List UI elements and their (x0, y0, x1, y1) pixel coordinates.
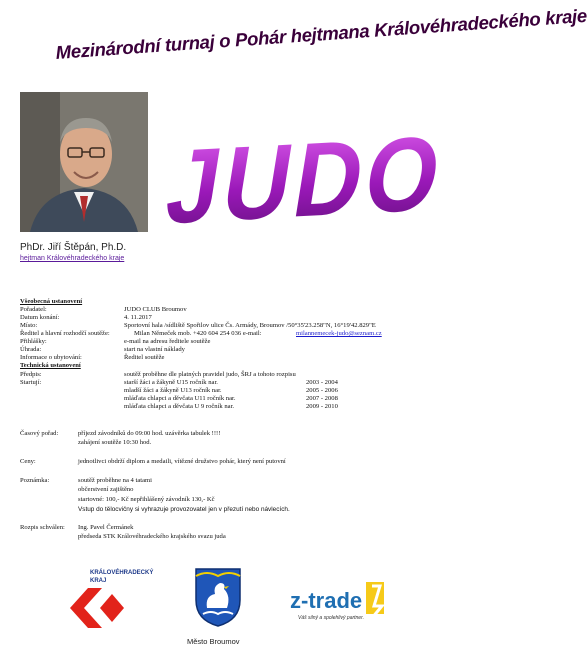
hejtman-photo (20, 92, 148, 232)
row-label: Ředitel a hlavní rozhodčí soutěže: (20, 330, 110, 337)
kk-text-2: KRAJ (90, 578, 107, 584)
startuji-label: Startují: (20, 379, 42, 386)
category-text: mláďata chlapci a děvčata U 9 ročník nar. (124, 403, 235, 410)
predpis-value: soutěž proběhne dle platných pravidel judo, ŠRJ a tohoto rozpisu (124, 371, 296, 378)
row-label: Místo: (20, 322, 38, 329)
person-portrait-icon (20, 92, 148, 232)
category-years: 2003 - 2004 (306, 379, 338, 386)
row-value: Sportovní hala /sídliště Spořilov ulice Čs. Armády, Broumov /50°35'23.258"N, 16°19'42.829"E (124, 322, 376, 329)
judo-banner: JUDO (159, 114, 453, 249)
person-role-link[interactable]: hejtman Královéhradeckého kraje (20, 255, 125, 262)
section-technical: Technická ustanovení (20, 362, 81, 369)
z-trade-mark-icon (288, 580, 398, 622)
ceny-value: jednotlivci obdrží diplom a medaili, vítězné družstvo pohár, který není putovní (78, 458, 286, 465)
category-years: 2007 - 2008 (306, 395, 338, 402)
row-value: JUDO CLUB Broumov (124, 306, 187, 313)
kk-text-1: KRÁLOVÉHRADECKÝ (90, 570, 154, 576)
poznamka-line: občerstvení zajištěno (78, 486, 134, 493)
row-value: Milan Němeček mob. +420 604 254 036 e-mail: (134, 330, 262, 337)
mesto-broumov-coat-of-arms (193, 566, 243, 628)
row-value: start na vlastní náklady (124, 346, 185, 353)
category-text: mladší žáci a žákyně U13 ročník nar. (124, 387, 222, 394)
z-trade-brand: z-trade (290, 588, 363, 613)
mesto-broumov-label: Město Broumov (187, 637, 240, 646)
rozpis-line: Ing. Pavel Čermánek (78, 524, 134, 531)
category-years: 2009 - 2010 (306, 403, 338, 410)
row-value: Ředitel soutěže (124, 354, 165, 361)
ceny-label: Ceny: (20, 458, 36, 465)
poznamka-line: soutěž proběhne na 4 tatami (78, 477, 152, 484)
row-label: Datum konání: (20, 314, 60, 321)
row-label: Informace o ubytování: (20, 354, 82, 361)
coat-of-arms-icon (193, 566, 243, 628)
person-name: PhDr. Jiří Štěpán, Ph.D. (20, 242, 127, 253)
z-trade-logo (288, 580, 398, 622)
row-label: Pořadatel: (20, 306, 47, 313)
poznamka-line: Vstup do tělocvičny si vyhrazuje provozovatel jen v přezutí nebo návlecích. (78, 506, 290, 513)
tournament-title: Mezinárodní turnaj o Pohár hejtmana Královéhradeckého kraje (55, 4, 588, 63)
kk-mark-icon (62, 566, 154, 636)
category-text: starší žáci a žákyně U15 ročník nar. (124, 379, 218, 386)
casovy-label: Časový pořad: (20, 430, 59, 437)
category-years: 2005 - 2006 (306, 387, 338, 394)
casovy-line: příjezd závodníků do 09:00 hod. uzávěrka tabulek !!!! (78, 430, 221, 437)
rozpis-line: předseda STK Královéhradeckého krajského svazu juda (78, 533, 226, 540)
row-label: Přihlášky: (20, 338, 47, 345)
category-text: mláďata chlapci a děvčata U11 ročník nar. (124, 395, 236, 402)
predpis-label: Předpis: (20, 371, 42, 378)
row-label: Úhrada: (20, 346, 42, 353)
email-link[interactable]: milannemecek-judo@seznam.cz (296, 330, 382, 337)
row-value: e-mail na adresu ředitele soutěže (124, 338, 211, 345)
section-general: Všeobecná ustanovení (20, 298, 83, 305)
poznamka-line: startovné: 100,- Kč nepřihlášený závodník 130,- Kč (78, 496, 215, 503)
casovy-line: zahájení soutěže 10:30 hod. (78, 439, 152, 446)
rozpis-label: Rozpis schválen: (20, 524, 65, 531)
kralovehradecky-kraj-logo (62, 566, 154, 636)
poznamka-label: Poznámka: (20, 477, 50, 484)
row-value: 4. 11.2017 (124, 314, 152, 321)
z-trade-tagline: Váš silný a spolehlivý partner. (298, 615, 364, 621)
